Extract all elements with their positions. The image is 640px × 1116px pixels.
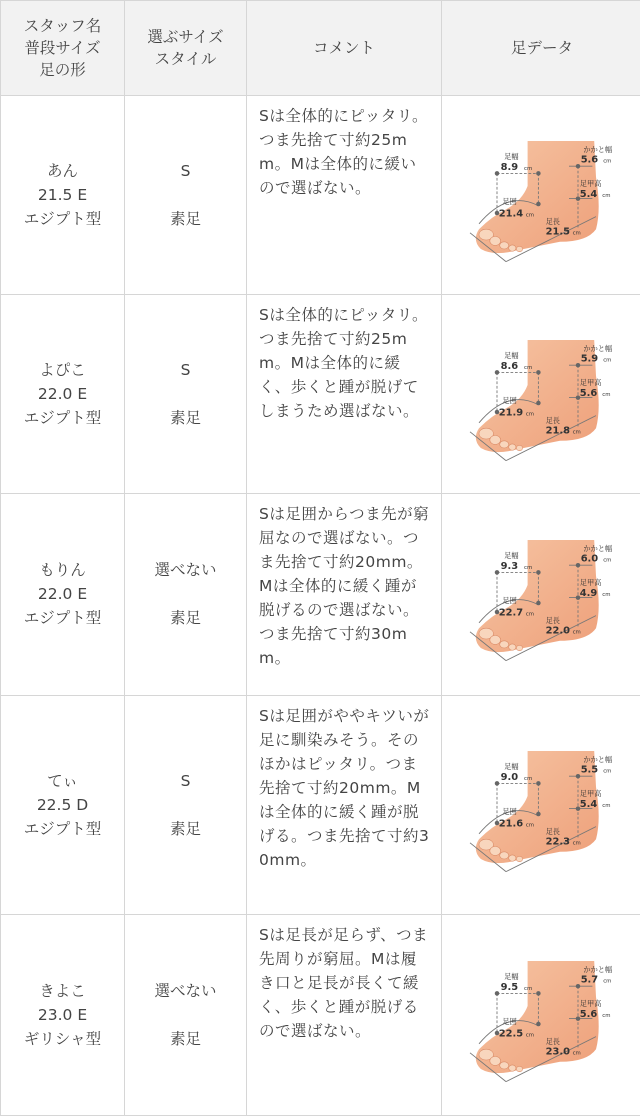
header-staff: スタッフ名 普段サイズ 足の形 [1, 1, 125, 96]
label-kouko: 足甲高 [579, 179, 602, 189]
value-kakato: 5.6 [580, 154, 599, 166]
unit-kouko: cm [602, 392, 611, 399]
unit-kouko: cm [602, 1012, 611, 1019]
chosen-size: S [180, 361, 191, 380]
foot-shape: ギリシャ型 [23, 1029, 102, 1048]
value-ashimawari: 21.9 [498, 407, 524, 419]
staff-row [1, 695, 640, 914]
style: 素足 [169, 819, 201, 838]
comment-cell [247, 695, 442, 914]
value-ashinaga: 22.3 [545, 836, 570, 848]
value-ashimawari: 21.4 [498, 208, 524, 220]
unit-ashimawari: cm [525, 1032, 535, 1039]
foot-data-cell [442, 494, 640, 695]
value-kouko: 5.6 [579, 1008, 598, 1020]
value-ashihaba: 9.0 [500, 771, 519, 783]
value-ashimawari: 21.6 [498, 818, 524, 830]
label-ashinaga: 足長 [545, 416, 560, 426]
staff-name: きよこ [39, 981, 86, 1000]
label-ashimawari: 足囲 [502, 806, 517, 816]
value-ashihaba: 8.6 [500, 361, 519, 373]
usual-size: 22.0 E [37, 385, 88, 404]
label-ashihaba: 足幅 [504, 351, 519, 361]
staff-cell [1, 494, 125, 695]
unit-ashihaba: cm [524, 365, 533, 372]
label-ashimawari: 足囲 [502, 596, 517, 606]
unit-ashimawari: cm [525, 411, 535, 418]
comment-text: Sは足囲がややキツいが足に馴染みそう。そのほかはピッタリ。つま先捨て寸約20mm。Mは全体的に緩く踵が脱げる。つま先捨て寸約30mm。 [259, 706, 430, 869]
value-kouko: 5.4 [579, 188, 598, 200]
foot-shape: エジプト型 [23, 210, 102, 229]
foot-diagram [452, 519, 632, 669]
value-kakato: 5.5 [580, 764, 599, 776]
foot-shape: エジプト型 [23, 819, 102, 838]
label-ashinaga: 足長 [545, 216, 560, 226]
size-cell [125, 695, 247, 914]
label-ashimawari: 足囲 [502, 1016, 517, 1026]
label-ashihaba: 足幅 [504, 761, 519, 771]
label-kouko: 足甲高 [579, 378, 602, 388]
staff-row [1, 295, 640, 494]
value-ashihaba: 8.9 [500, 161, 519, 173]
unit-ashinaga: cm [572, 230, 581, 237]
unit-ashimawari: cm [525, 212, 535, 219]
comment-cell [247, 914, 442, 1115]
value-ashinaga: 22.0 [545, 626, 570, 638]
value-kakato: 6.0 [580, 554, 599, 566]
label-kakato: かかと幅 [583, 754, 613, 764]
size-cell [125, 494, 247, 695]
style: 素足 [169, 1029, 201, 1048]
unit-ashihaba: cm [524, 775, 533, 782]
comment-text: Sは全体的にピッタリ。つま先捨て寸約25mm。Mは全体的に緩いので選ばない。 [259, 107, 428, 197]
label-ashihaba: 足幅 [504, 551, 519, 561]
label-kouko: 足甲高 [579, 578, 602, 588]
style: 素足 [169, 609, 201, 628]
value-kouko: 5.4 [579, 798, 598, 810]
comment-text: Sは全体的にピッタリ。つま先捨て寸約25mm。Mは全体的に緩く、歩くと踵が脱げてしまうため選ばない。 [259, 306, 428, 421]
unit-ashimawari: cm [525, 612, 535, 619]
unit-ashihaba: cm [524, 565, 533, 572]
header-comment: コメント [247, 1, 442, 96]
usual-size: 21.5 E [37, 186, 88, 205]
size-cell [125, 96, 247, 295]
chosen-size: S [180, 771, 191, 790]
unit-ashinaga: cm [572, 1050, 581, 1057]
comment-text: Sは足囲からつま先が窮屈なので選ばない。つま先捨て寸約20mm。Mは全体的に緩く踵が脱げるので選ばない。つま先捨て寸約30mm。 [259, 505, 430, 668]
usual-size: 22.5 D [36, 795, 89, 814]
value-ashinaga: 21.5 [545, 226, 570, 238]
unit-ashihaba: cm [524, 985, 533, 992]
staff-name: よぴこ [39, 361, 86, 380]
chosen-size: 選べない [154, 561, 217, 580]
size-cell [125, 914, 247, 1115]
label-ashinaga: 足長 [545, 616, 560, 626]
foot-data-cell [442, 695, 640, 914]
staff-row [1, 96, 640, 295]
header-size-style: 選ぶサイズ スタイル [125, 1, 247, 96]
label-ashimawari: 足囲 [502, 197, 517, 207]
value-ashihaba: 9.3 [500, 561, 519, 573]
value-kakato: 5.9 [580, 353, 599, 365]
foot-diagram [452, 730, 632, 880]
unit-kakato: cm [603, 558, 612, 565]
unit-kouko: cm [602, 192, 611, 199]
foot-data-cell [442, 914, 640, 1115]
value-kouko: 4.9 [579, 588, 598, 600]
value-ashihaba: 9.5 [500, 981, 519, 993]
comment-cell [247, 96, 442, 295]
chosen-size: 選べない [154, 981, 217, 1000]
value-kakato: 5.7 [580, 974, 599, 986]
staff-name: もりん [39, 561, 86, 580]
staff-cell [1, 695, 125, 914]
value-ashinaga: 21.8 [545, 425, 570, 437]
chosen-size: S [180, 162, 191, 181]
foot-data-cell [442, 295, 640, 494]
style: 素足 [169, 409, 201, 428]
staff-name: あん [46, 162, 78, 181]
label-ashinaga: 足長 [545, 826, 560, 836]
unit-kouko: cm [602, 592, 611, 599]
usual-size: 23.0 E [37, 1005, 88, 1024]
label-kouko: 足甲高 [579, 998, 602, 1008]
unit-ashimawari: cm [525, 822, 535, 829]
foot-shape: エジプト型 [23, 609, 102, 628]
header-row [1, 1, 640, 96]
label-ashinaga: 足長 [545, 1036, 560, 1046]
label-kakato: かかと幅 [583, 144, 613, 154]
usual-size: 22.0 E [37, 585, 88, 604]
staff-name: てぃ [47, 771, 78, 790]
staff-row [1, 914, 640, 1115]
foot-diagram [452, 120, 632, 270]
staff-row [1, 494, 640, 695]
style: 素足 [169, 210, 201, 229]
foot-shape: エジプト型 [23, 409, 102, 428]
foot-diagram [452, 940, 632, 1090]
label-ashimawari: 足囲 [502, 396, 517, 406]
comment-text: Sは足長が足らず、つま先周りが窮屈。Mは履き口と足長が長くて緩く、歩くと踵が脱げるので選ばない。 [259, 925, 429, 1040]
value-kouko: 5.6 [579, 388, 598, 400]
unit-kakato: cm [603, 768, 612, 775]
value-ashimawari: 22.7 [498, 608, 524, 620]
comment-cell [247, 295, 442, 494]
unit-kakato: cm [603, 357, 612, 364]
unit-kakato: cm [603, 978, 612, 985]
staff-cell [1, 295, 125, 494]
unit-ashinaga: cm [572, 840, 581, 847]
label-ashihaba: 足幅 [504, 152, 519, 162]
comment-cell [247, 494, 442, 695]
foot-data-cell [442, 96, 640, 295]
unit-kouko: cm [602, 802, 611, 809]
label-kouko: 足甲高 [579, 788, 602, 798]
label-kakato: かかと幅 [583, 964, 613, 974]
header-foot-data: 足データ [442, 1, 640, 96]
unit-kakato: cm [603, 158, 612, 165]
staff-cell [1, 914, 125, 1115]
value-ashinaga: 23.0 [545, 1046, 570, 1058]
unit-ashihaba: cm [524, 165, 533, 172]
label-kakato: かかと幅 [583, 344, 613, 354]
label-kakato: かかと幅 [583, 544, 613, 554]
size-cell [125, 295, 247, 494]
unit-ashinaga: cm [572, 429, 581, 436]
unit-ashinaga: cm [572, 630, 581, 637]
staff-cell [1, 96, 125, 295]
label-ashihaba: 足幅 [504, 971, 519, 981]
foot-diagram [452, 319, 632, 469]
value-ashimawari: 22.5 [498, 1028, 524, 1040]
